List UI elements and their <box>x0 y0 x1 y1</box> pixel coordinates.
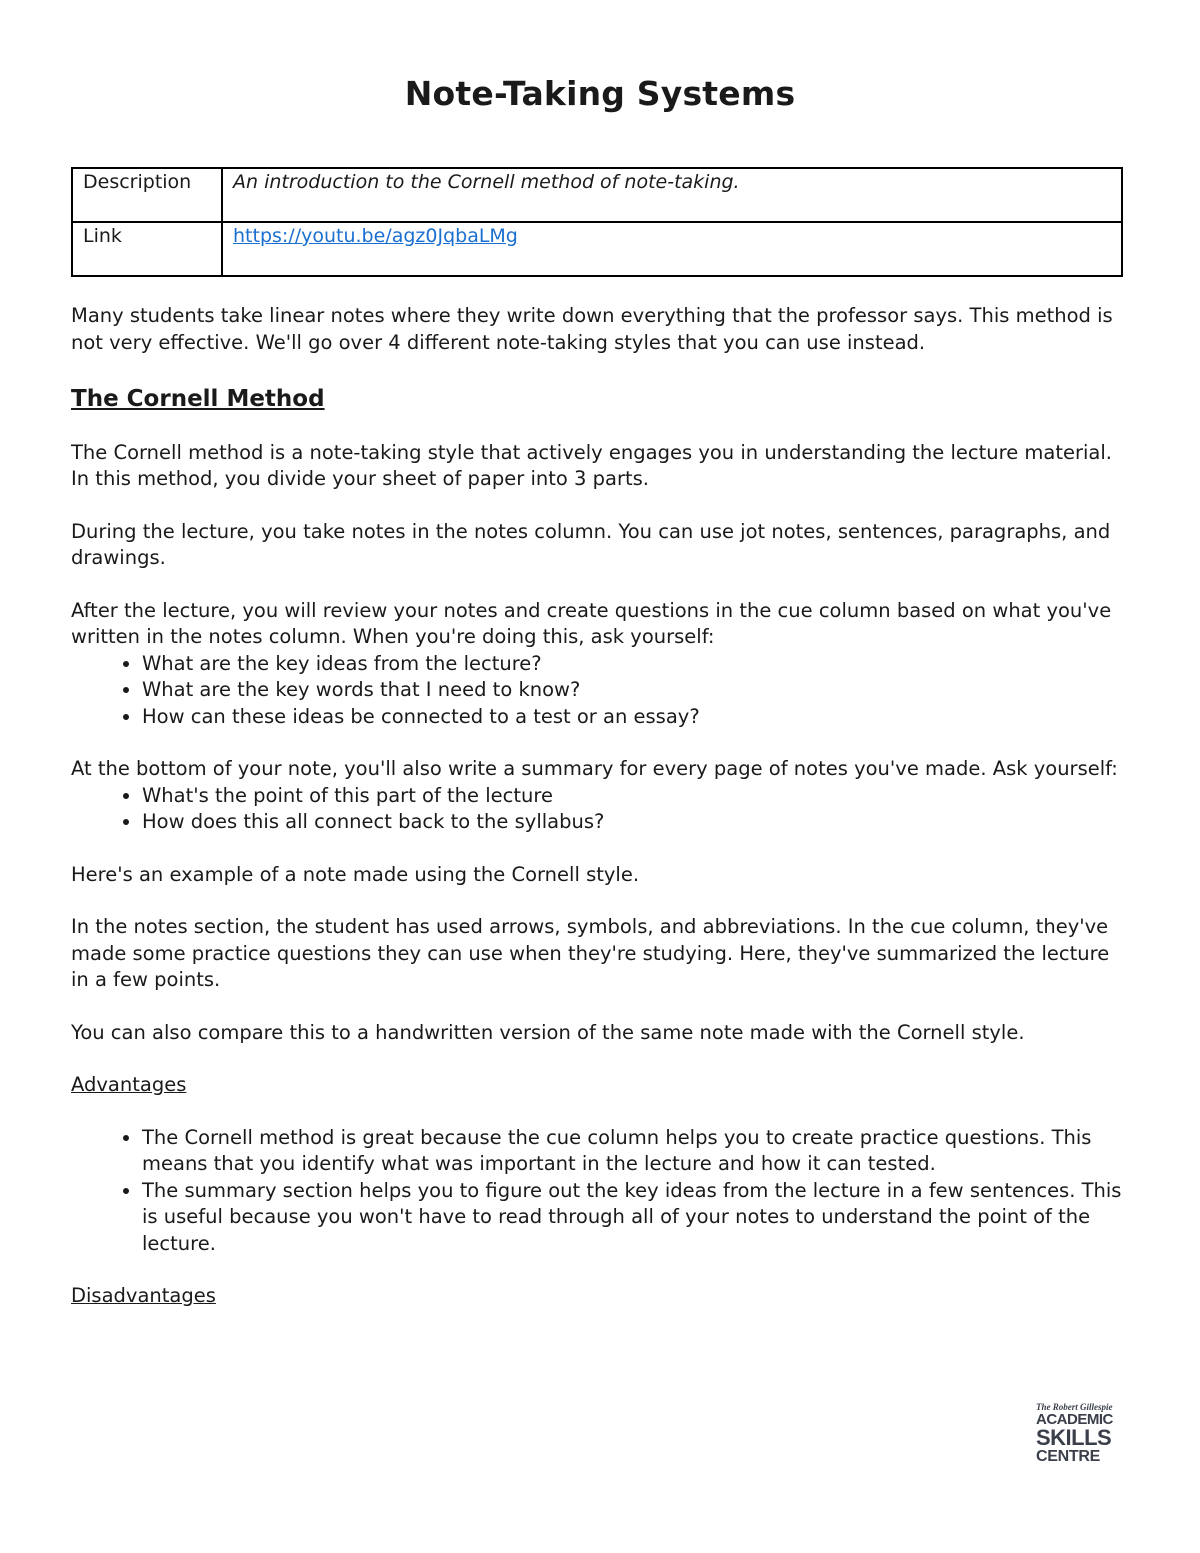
video-link[interactable]: https://youtu.be/agz0JqbaLMg <box>233 225 518 247</box>
description-value <box>222 168 1122 222</box>
list-item: • The summary section helps you to figure out the key ideas from the lecture in a few sentences. This is useful because you won't have to read through all of your notes to understand the point of the lecture. <box>142 1178 1131 1258</box>
paragraph-7: You can also compare this to a handwritten version of the same note made with the Cornell style. <box>71 1020 1025 1044</box>
link-label: Link <box>72 222 222 276</box>
list-item: • How does this all connect back to the syllabus? <box>142 809 1131 836</box>
link-cell <box>222 222 1122 276</box>
logo-line-3: SKILLS <box>1036 1425 1112 1450</box>
list-item: • What are the key ideas from the lecture? <box>142 651 1131 678</box>
table-row <box>72 168 1122 222</box>
page-title: Note-Taking Systems <box>404 74 796 113</box>
logo-line-4: CENTRE <box>1036 1448 1100 1465</box>
list-item: • What are the key words that I need to know? <box>142 677 1131 704</box>
logo-line-1: The Robert Gillespie <box>1036 1402 1113 1412</box>
paragraph-5: Here's an example of a note made using the Cornell style. <box>71 862 640 886</box>
paragraph-1: The Cornell method is a note-taking style that actively engages you in understanding the lecture material. In this method, you divide your sheet of paper into 3 parts. <box>71 440 1112 490</box>
paragraph-6: In the notes section, the student has used arrows, symbols, and abbreviations. In the cue column, they've made some practice questions they can use when they're studying. Here, they've summarized the lecture in a few points. <box>71 915 1110 991</box>
table-row <box>72 222 1122 276</box>
logo-line-2: ACADEMIC <box>1036 1411 1113 1428</box>
section-heading: The Cornell Method <box>71 386 325 412</box>
paragraph-3: After the lecture, you will review your notes and create questions in the cue column based on what you've written in the notes column. When you're doing this, ask yourself: <box>71 598 1112 648</box>
disadvantages-heading: Disadvantages <box>71 1284 216 1307</box>
question-list <box>71 651 1131 731</box>
document-body <box>71 303 1131 1310</box>
info-table <box>71 167 1123 277</box>
advantages-list <box>71 1125 1131 1258</box>
list-item: • What's the point of this part of the lecture <box>142 783 1131 810</box>
list-item: • How can these ideas be connected to a test or an essay? <box>142 704 1131 731</box>
advantages-heading: Advantages <box>71 1073 187 1096</box>
intro-paragraph: Many students take linear notes where they write down everything that the professor says. This method is not very effective. We'll go over 4 different note-taking styles that you can use instead. <box>71 304 1113 354</box>
list-item: • The Cornell method is great because the cue column helps you to create practice questions. This means that you identify what was important in the lecture and how it can tested. <box>142 1125 1131 1178</box>
summary-question-list <box>71 783 1131 836</box>
description-label: Description <box>72 168 222 222</box>
description-text: An introduction to the Cornell method of note-taking. <box>233 171 740 193</box>
paragraph-4: At the bottom of your note, you'll also write a summary for every page of notes you've made. Ask yourself: <box>71 757 1118 780</box>
academic-skills-centre-logo <box>1036 1403 1116 1465</box>
paragraph-2: During the lecture, you take notes in the notes column. You can use jot notes, sentences, paragraphs, and drawings. <box>71 519 1111 569</box>
